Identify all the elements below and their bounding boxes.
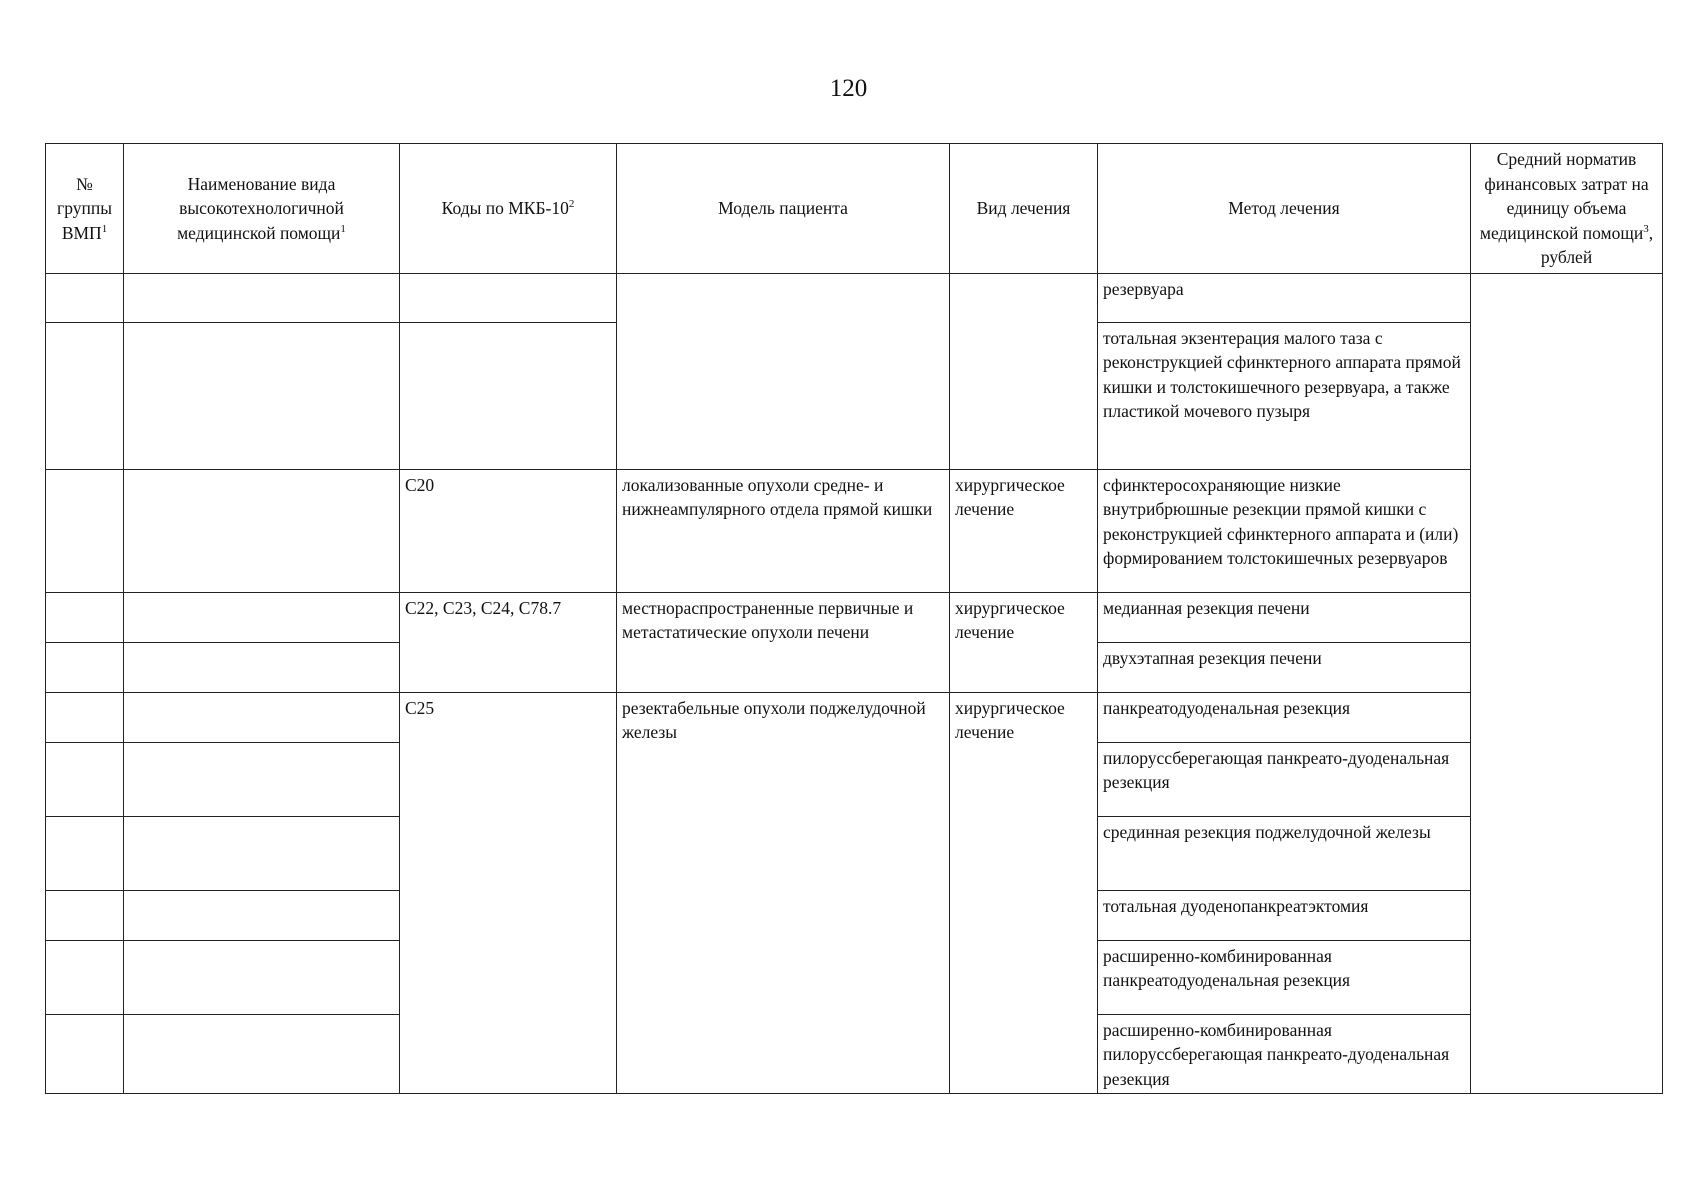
- group-no-cell: [46, 469, 124, 592]
- page-number: 120: [829, 75, 868, 102]
- table-row: [46, 273, 1663, 322]
- name-cell: [124, 1014, 400, 1094]
- header-name: Наименование вида высокотехнологичной медицинской помощи$^1$: [124, 144, 400, 274]
- name-cell: [124, 742, 400, 816]
- header-row: [46, 144, 1663, 274]
- name-cell: [124, 816, 400, 890]
- icd-codes-cell: C20: [400, 469, 617, 592]
- table-row: [46, 469, 1663, 592]
- group-no-cell: [46, 322, 124, 469]
- treatment-method-cell: пилоруссберегающая панкреато-дуоденальная резекция: [1098, 742, 1471, 816]
- patient-model-cell: [617, 273, 950, 469]
- treatment-method-cell: сфинктеросохраняющие низкие внутрибрюшные резекции прямой кишки с реконструкцией сфинктерного аппарата и (или) формированием толстокишечных резервуаров: [1098, 469, 1471, 592]
- icd-codes-cell: [400, 322, 617, 469]
- icd-codes-cell: [400, 273, 617, 322]
- name-cell: [124, 940, 400, 1014]
- group-no-cell: [46, 1014, 124, 1094]
- patient-model-cell: резектабельные опухоли поджелудочной железы: [617, 692, 950, 1094]
- group-no-cell: [46, 642, 124, 692]
- treatment-method-cell: тотальная экзентерация малого таза с реконструкцией сфинктерного аппарата прямой кишки и толстокишечного резервуара, а также пластикой мочевого пузыря: [1098, 322, 1471, 469]
- treatment-type-cell: хирургическое лечение: [950, 469, 1098, 592]
- group-no-cell: [46, 890, 124, 940]
- group-no-cell: [46, 940, 124, 1014]
- name-cell: [124, 273, 400, 322]
- name-cell: [124, 469, 400, 592]
- vmp-table: [45, 143, 1663, 1094]
- group-no-cell: [46, 273, 124, 322]
- header-treatment-method: Метод лечения: [1098, 144, 1471, 274]
- group-no-cell: [46, 592, 124, 642]
- header-group-no: № группы ВМП$^1$: [46, 144, 124, 274]
- treatment-type-cell: [950, 273, 1098, 469]
- name-cell: [124, 890, 400, 940]
- patient-model-cell: локализованные опухоли средне- и нижнеампулярного отдела прямой кишки: [617, 469, 950, 592]
- name-cell: [124, 692, 400, 742]
- avg-cost-cell: [1471, 273, 1663, 1094]
- treatment-method-cell: тотальная дуоденопанкреатэктомия: [1098, 890, 1471, 940]
- treatment-method-cell: медианная резекция печени: [1098, 592, 1471, 642]
- header-patient-model: Модель пациента: [617, 144, 950, 274]
- icd-codes-cell: C22, C23, C24, C78.7: [400, 592, 617, 692]
- treatment-method-cell: расширенно-комбинированная пилоруссберегающая панкреато-дуоденальная резекция: [1098, 1014, 1471, 1094]
- name-cell: [124, 642, 400, 692]
- treatment-method-cell: расширенно-комбинированная панкреатодуоденальная резекция: [1098, 940, 1471, 1014]
- treatment-type-cell: хирургическое лечение: [950, 692, 1098, 1094]
- treatment-method-cell: резервуара: [1098, 273, 1471, 322]
- group-no-cell: [46, 692, 124, 742]
- icd-codes-cell: C25: [400, 692, 617, 1094]
- table-row: [46, 692, 1663, 742]
- header-avg-cost: Средний норматив финансовых затрат на единицу объема медицинской помощи$^3$, рублей: [1471, 144, 1663, 274]
- patient-model-cell: местнораспространенные первичные и метастатические опухоли печени: [617, 592, 950, 692]
- name-cell: [124, 592, 400, 642]
- name-cell: [124, 322, 400, 469]
- treatment-method-cell: двухэтапная резекция печени: [1098, 642, 1471, 692]
- treatment-type-cell: хирургическое лечение: [950, 592, 1098, 692]
- header-treatment-type: Вид лечения: [950, 144, 1098, 274]
- treatment-method-cell: срединная резекция поджелудочной железы: [1098, 816, 1471, 890]
- group-no-cell: [46, 816, 124, 890]
- group-no-cell: [46, 742, 124, 816]
- table-row: [46, 592, 1663, 642]
- header-icd-codes: Коды по МКБ-$10^2$: [400, 144, 617, 274]
- treatment-method-cell: панкреатодуоденальная резекция: [1098, 692, 1471, 742]
